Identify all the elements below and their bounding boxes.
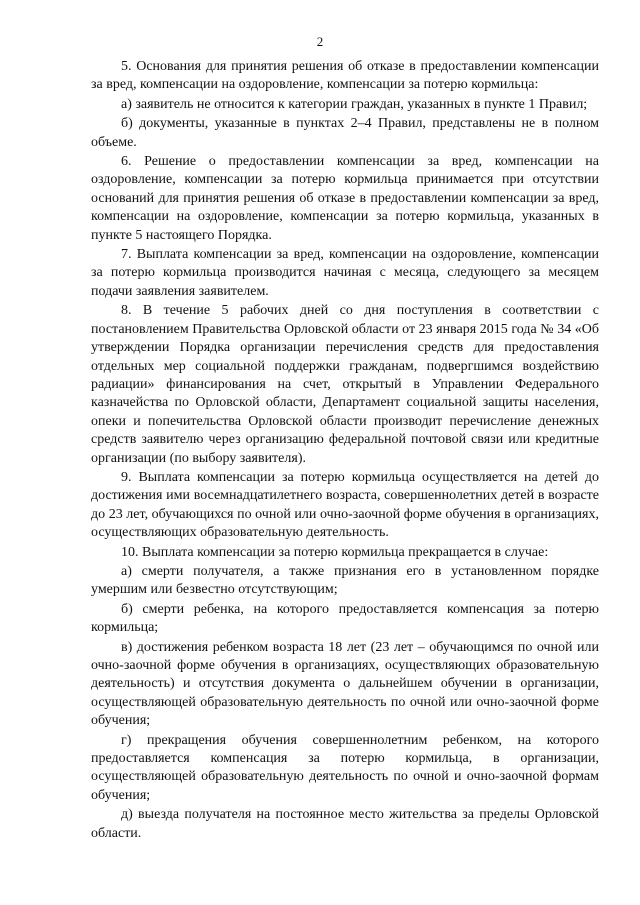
document-body	[91, 58, 599, 844]
paragraph-5a: а) заявитель не относится к категории граждан, указанных в пункте 1 Правил;	[121, 96, 588, 112]
paragraph-9: 9. Выплата компенсации за потерю кормильца осуществляется на детей до достижения ими восемнадцатилетнего возраста, совершеннолетних детей в возрасте до 23 лет, обучающихся по очной или очно-заочной форме обучения в организациях, осуществляющих образовательную деятельность.	[91, 469, 599, 541]
paragraph-10v: в) достижения ребенком возраста 18 лет (23 лет – обучающимся по очной или очно-заочной форме обучения в организациях, осуществляющих образовательную деятельность) и отсутствия документа о дальнейшем обучении в организации, осуществляющей образовательную деятельность по очной или очно-заочной форме обучения;	[91, 639, 599, 729]
paragraph-10b: б) смерти ребенка, на которого предоставляется компенсация за потерю кормильца;	[91, 601, 599, 636]
paragraph-8: 8. В течение 5 рабочих дней со дня поступления в соответствии с постановлением Правительства Орловской области от 23 января 2015 года № 34 «Об утверждении Порядка организации перечисления средств для предоставления отдельных мер социальной поддержки гражданам, подвергшимся воздействию радиации» финансирования на счет, открытый в Управлении Федерального казначейства по Орловской области, Департамент социальной защиты населения, опеки и попечительства Орловской области производит перечисление денежных средств заявителю через организацию федеральной почтовой связи или кредитные организации (по выбору заявителя).	[91, 303, 599, 466]
paragraph-10g: г) прекращения обучения совершеннолетним ребенком, на которого предоставляется компенсация за потерю кормильца, в организации, осуществляющей образовательную деятельность по очной и очно-заочной формам обучения;	[91, 732, 599, 803]
paragraph-6: 6. Решение о предоставлении компенсации за вред, компенсации на оздоровление, компенсации за потерю кормильца принимается при отсутствии оснований для принятия решения об отказе в предоставлении компенсации за вред, компенсации на оздоровление, компенсации за потерю кормильца, указанных в пункте 5 настоящего Порядка.	[91, 154, 599, 243]
page-number: 2	[316, 34, 324, 49]
paragraph-10a: а) смерти получателя, а также признания его в установленном порядке умершим или безвестно отсутствующим;	[91, 563, 599, 598]
paragraph-5: 5. Основания для принятия решения об отказе в предоставлении компенсации за вред, компенсации на оздоровление, компенсации за потерю кормильца:	[91, 59, 599, 93]
paragraph-10d: д) выезда получателя на постоянное место жительства за пределы Орловской области.	[91, 807, 599, 841]
paragraph-7: 7. Выплата компенсации за вред, компенсации на оздоровление, компенсации за потерю кормильца производится начиная с месяца, следующего за месяцем подачи заявления заявителем.	[91, 247, 599, 299]
paragraph-10: 10. Выплата компенсации за потерю кормильца прекращается в случае:	[121, 544, 549, 560]
paragraph-5b: б) документы, указанные в пунктах 2–4 Правил, представлены не в полном объеме.	[91, 116, 599, 150]
